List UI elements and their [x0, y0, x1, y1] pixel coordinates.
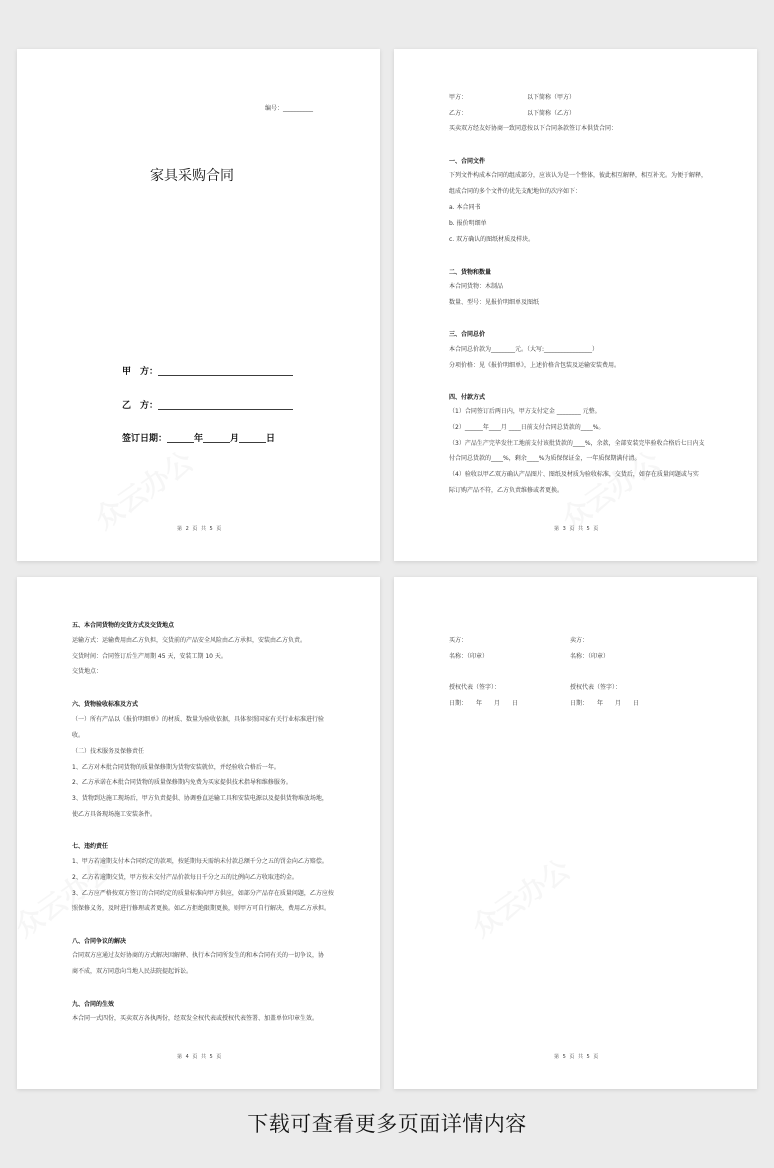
section-heading: 三、合同总价 — [449, 331, 486, 338]
sign-date-line: 签订日期：______年______月______日 — [122, 434, 276, 444]
paragraph-line: 交货时间：合同签订后生产周期 45 天，安装工期 10 天。 — [72, 653, 227, 660]
contract-cover-page — [17, 49, 380, 561]
contract-number: 编号：__________ — [265, 105, 314, 112]
party-a-label: 甲方： — [449, 94, 468, 101]
paragraph-line: 交货地点： — [72, 668, 103, 675]
list-item: b. 报价明细单 — [449, 220, 487, 227]
paragraph-line: 下列文件构成本合同的组成部分，应该认为是一个整体，彼此相互解释，相互补充。为便于解释， — [449, 172, 708, 179]
party-a-alias: 以下简称（甲方） — [527, 94, 576, 101]
party-b-line: 乙 方：______________________________ — [122, 401, 294, 411]
watermark — [86, 440, 201, 537]
paragraph-line: 数量、型号：见报价明细单及图纸 — [449, 299, 540, 306]
section-heading: 九、合同的生效 — [72, 1001, 115, 1008]
section-heading: 六、货物验收标准及方式 — [72, 701, 139, 708]
paragraph-line: （二）技术服务及保修责任 — [72, 748, 145, 755]
page-footer: 第 3 页 共 5 页 — [554, 526, 600, 532]
section-heading: 五、本合同货物的交货方式及交货地点 — [72, 622, 175, 629]
paragraph-line: 2、乙方若逾期交货，甲方按未交付产品价款每日千分之五的比例向乙方收取违约金。 — [72, 874, 298, 881]
paragraph-line: 本合同总价款为________元。（大写:________________） — [449, 346, 599, 353]
section-heading: 四、付款方式 — [449, 394, 486, 401]
paragraph-line: 3、货物到达施工现场后，甲方负责提供、协调垂直运输工具和安装电源以及提供货物堆放场地， — [72, 795, 328, 802]
paragraph-line: （一）所有产品以《报价明细单》的材质、数量为验收依据，具体参照国家有关行业标准进行验 — [72, 716, 325, 723]
section-heading: 二、货物和数量 — [449, 269, 492, 276]
list-item: a. 本合同书 — [449, 204, 481, 211]
paragraph-line: 组成合同的多个文件的优先支配地位的次序如下： — [449, 188, 582, 195]
paragraph-line: （2）______年____月 ____日前支付合同总货款的____%。 — [449, 424, 605, 431]
paragraph-line: 本合同货物：木制品 — [449, 283, 504, 290]
paragraph-line: 付合同总货款的____%，剩余____%为质保保证金，一年质保期满付清。 — [449, 455, 641, 462]
seller-label: 卖方： — [570, 637, 589, 644]
paragraph-line: 照保修义务，及时进行修理或者更换。如乙方拒绝限期更换，则甲方可自行解决，费用乙方承担。 — [72, 905, 331, 912]
paragraph-line: 际订购产品不符，乙方负责维修或者更换。 — [449, 487, 564, 494]
page-footer: 第 2 页 共 5 页 — [177, 526, 223, 532]
buyer-label: 买方： — [449, 637, 468, 644]
party-b-label: 乙方： — [449, 110, 468, 117]
party-a-line: 甲 方：______________________________ — [122, 367, 294, 377]
section-heading: 一、合同文件 — [449, 158, 486, 165]
page-footer: 第 5 页 共 5 页 — [554, 1054, 600, 1060]
page-footer: 第 4 页 共 5 页 — [177, 1054, 223, 1060]
paragraph-line: 1、乙方对本批合同货物的质量保修期为货物安装就位，并经验收合格后一年。 — [72, 764, 280, 771]
seller-representative: 授权代表（签字）： — [570, 684, 622, 691]
section-heading: 七、违约责任 — [72, 843, 109, 850]
paragraph-line: （4）验收以甲乙双方确认产品图片、图纸及材质为验收标准，交货后，如存在质量问题或与实 — [449, 471, 699, 478]
contract-signature-page — [394, 577, 757, 1089]
contract-page-4 — [17, 577, 380, 1089]
paragraph-line: 1、甲方若逾期支付本合同约定的款项，按延期每天需纳未付款总额千分之五的罚金向乙方赔偿。 — [72, 858, 328, 865]
buyer-name-seal: 名称：（印章） — [449, 653, 489, 660]
paragraph-line: 分项价格：见《报价明细单》，上述价格含包装及运输安装费用。 — [449, 362, 621, 369]
seller-name-seal: 名称：（印章） — [570, 653, 610, 660]
paragraph-line: 3、乙方应严格按双方签订的合同约定的质量标准向甲方供应，如部分产品存在质量问题，乙方应按 — [72, 890, 334, 897]
watermark — [6, 848, 121, 945]
paragraph-line: 合同双方应通过友好协商的方式解决因解释、执行本合同所发生的和本合同有关的一切争议，协 — [72, 952, 325, 959]
contract-page-3 — [394, 49, 757, 561]
buyer-date: 日期： 年 月 日 — [449, 700, 519, 707]
paragraph-line: 2、乙方承诺在本批合同货物的质量保修期内免费为买家提供技术指导和维修服务。 — [72, 779, 292, 786]
list-item: c. 双方确认的图纸材质及样块。 — [449, 236, 535, 243]
buyer-representative: 授权代表（签字）： — [449, 684, 501, 691]
paragraph-line: 使乙方具备现场施工安装条件。 — [72, 811, 157, 818]
paragraph-line: 收。 — [72, 732, 85, 739]
paragraph-line: 运输方式：运输费用由乙方负担，交货前的产品安全风险由乙方承担，安装由乙方负责。 — [72, 637, 307, 644]
paragraph-line: 本合同一式四份，买卖双方各执两份，经双发全权代表或授权代表签署、加盖单位印章生效。 — [72, 1015, 319, 1022]
contract-title: 家具采购合同 — [150, 168, 234, 184]
party-b-alias: 以下简称（乙方） — [527, 110, 576, 117]
download-caption: 下载可查看更多页面详情内容 — [247, 1112, 527, 1136]
paragraph-line: （3）产品生产完毕发往工地前支付该批货款的____%，余款，全部安装完毕验收合格后七日内支 — [449, 440, 705, 447]
section-heading: 八、合同争议的解决 — [72, 938, 127, 945]
seller-date: 日期： 年 月 日 — [570, 700, 640, 707]
intro-text: 买卖双方经友好协商一致同意按以下合同条款签订本供货合同： — [449, 125, 618, 132]
paragraph-line: （1）合同签订后两日内，甲方支付定金 ________ 元整。 — [449, 408, 601, 415]
watermark — [463, 848, 578, 945]
paragraph-line: 商不成，双方同意向当地人民法院提起诉讼。 — [72, 968, 193, 975]
